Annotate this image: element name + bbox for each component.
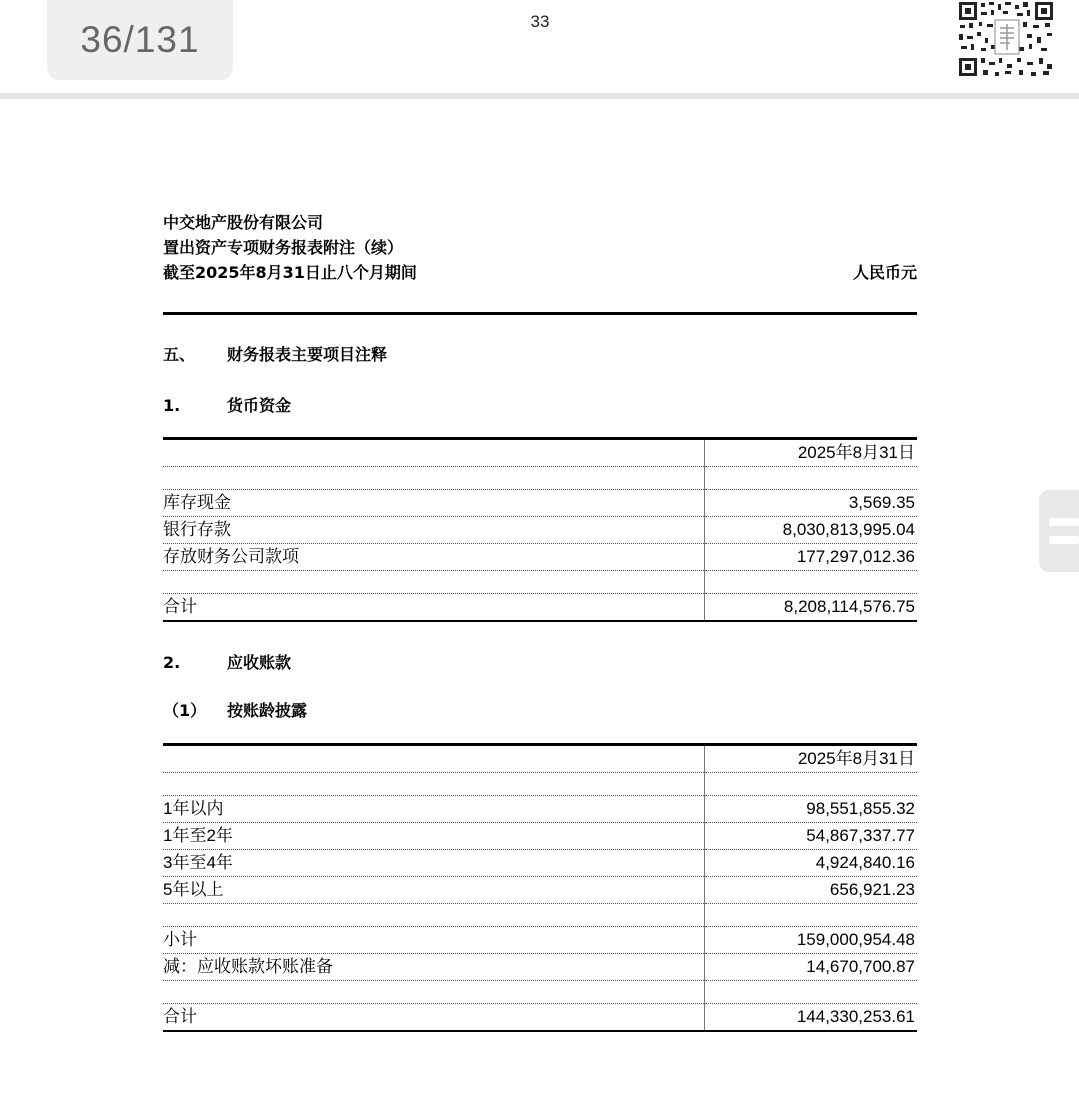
- row-label: 存放财务公司款项: [163, 544, 705, 571]
- total-row: [163, 594, 917, 622]
- menu-bar-icon: [1049, 518, 1079, 526]
- table-header-row: [163, 745, 917, 773]
- row-value: 177,297,012.36: [705, 544, 918, 571]
- row-value: 159,000,954.48: [705, 927, 918, 954]
- total-row: [163, 1004, 917, 1032]
- row-value: 98,551,855.32: [705, 796, 918, 823]
- table-row: [163, 877, 917, 904]
- row-value: 144,330,253.61: [705, 1004, 918, 1032]
- report-period: 截至2025年8月31日止八个月期间: [163, 263, 417, 282]
- row-value: 4,924,840.16: [705, 850, 918, 877]
- subtotal-row: [163, 927, 917, 954]
- table-row: [163, 571, 917, 594]
- subitem-number: （1）: [163, 701, 207, 720]
- receivables-aging-table: [163, 743, 917, 1032]
- page-number: 33: [530, 12, 550, 31]
- row-label: 银行存款: [163, 517, 705, 544]
- table-row: [163, 490, 917, 517]
- toolbar-divider: [0, 93, 1079, 99]
- table-row: [163, 467, 917, 490]
- item-title: 应收账款: [227, 653, 292, 672]
- side-panel-toggle[interactable]: [1039, 490, 1079, 572]
- table-row: [163, 981, 917, 1004]
- row-label: 合计: [163, 1004, 705, 1032]
- row-label: 合计: [163, 594, 705, 622]
- row-value: 8,208,114,576.75: [705, 594, 918, 622]
- row-value: 3,569.35: [705, 490, 918, 517]
- page-counter[interactable]: 36/131: [47, 0, 233, 80]
- item-number: 1.: [163, 396, 181, 415]
- row-label: 1年以内: [163, 796, 705, 823]
- item-heading-cash: [163, 393, 291, 416]
- table-row: [163, 823, 917, 850]
- table-row: [163, 517, 917, 544]
- column-header: 2025年8月31日: [705, 439, 918, 467]
- section-heading: [163, 342, 387, 365]
- row-label: 3年至4年: [163, 850, 705, 877]
- row-value: 14,670,700.87: [705, 954, 918, 981]
- allowance-row: [163, 954, 917, 981]
- row-value: 656,921.23: [705, 877, 918, 904]
- cash-table: [163, 437, 917, 622]
- company-name: 中交地产股份有限公司: [163, 213, 324, 232]
- report-title: 置出资产专项财务报表附注（续）: [163, 238, 404, 257]
- item-title: 货币资金: [227, 396, 292, 415]
- table-cell: [163, 439, 705, 467]
- currency-unit: 人民币元: [852, 263, 917, 282]
- subitem-title: 按账龄披露: [227, 701, 308, 720]
- section-title: 财务报表主要项目注释: [227, 345, 388, 364]
- table-header-row: [163, 439, 917, 467]
- subitem-heading: [163, 698, 307, 721]
- table-row: [163, 773, 917, 796]
- column-header: 2025年8月31日: [705, 745, 918, 773]
- row-label: 减：应收账款坏账准备: [163, 954, 705, 981]
- table-row: [163, 796, 917, 823]
- row-label: 1年至2年: [163, 823, 705, 850]
- header-rule: [163, 312, 917, 315]
- section-number: 五、: [163, 345, 196, 364]
- table-row: [163, 544, 917, 571]
- menu-bar-icon: [1049, 536, 1079, 544]
- table-row: [163, 904, 917, 927]
- qr-code-icon: [957, 0, 1055, 78]
- row-label: 库存现金: [163, 490, 705, 517]
- row-label: 5年以上: [163, 877, 705, 904]
- row-value: 54,867,337.77: [705, 823, 918, 850]
- table-cell: [163, 745, 705, 773]
- item-heading-receivables: [163, 650, 291, 673]
- row-value: 8,030,813,995.04: [705, 517, 918, 544]
- document-header: [163, 210, 917, 285]
- item-number: 2.: [163, 653, 181, 672]
- table-row: [163, 850, 917, 877]
- row-label: 小计: [163, 927, 705, 954]
